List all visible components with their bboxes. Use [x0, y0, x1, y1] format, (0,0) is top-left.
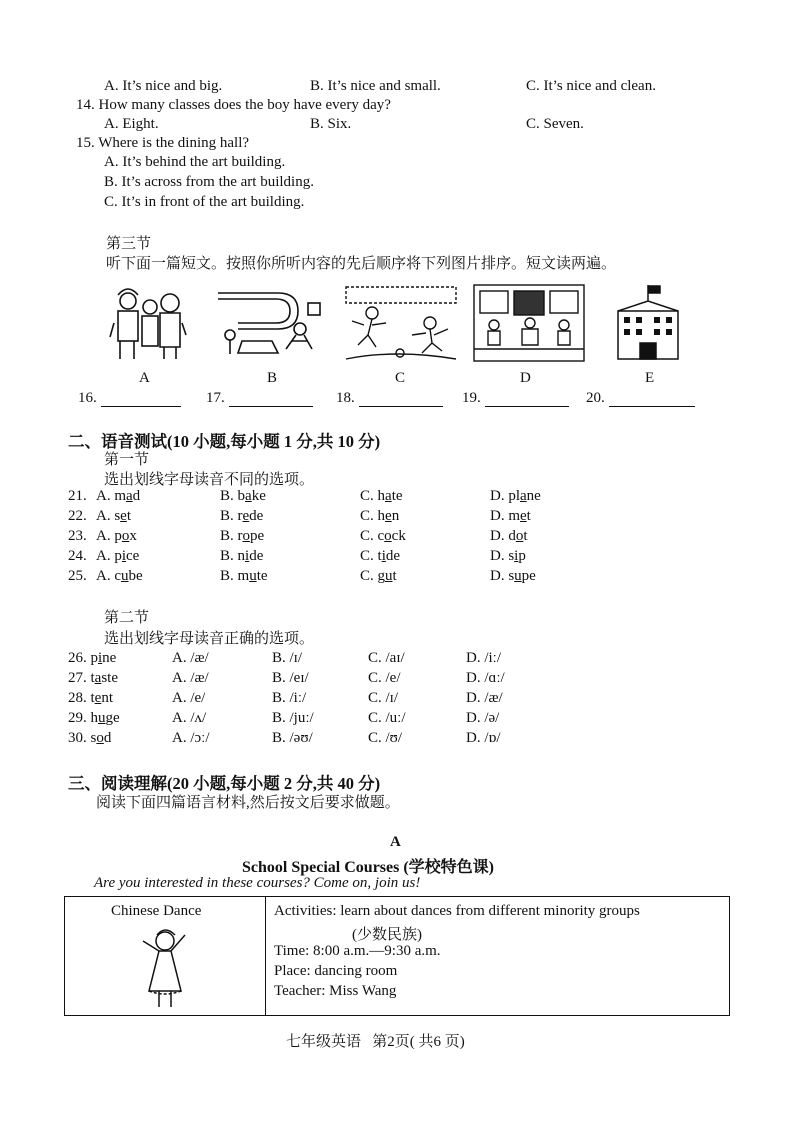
page-footer: 七年级英语 第2页( 共6 页) — [286, 1034, 465, 1050]
phonetics-option: C. cock — [360, 528, 406, 544]
q14-option-c: C. Seven. — [526, 116, 584, 132]
part3-heading: 第三节 — [106, 236, 152, 252]
q15-question: 15. Where is the dining hall? — [76, 135, 250, 151]
passage-title: School Special Courses (学校特色课) — [242, 859, 495, 876]
picture-c-soccer — [342, 283, 460, 363]
picture-label-c: C — [395, 370, 406, 386]
phonetics-option: A. cube — [96, 568, 143, 584]
phonetics-option: B. rede — [220, 508, 264, 524]
course-activities: Activities: learn about dances from different minority groups — [274, 903, 640, 919]
answer-blank[interactable] — [229, 392, 313, 407]
answer-17 — [206, 390, 313, 407]
ipa-option: D. /ə/ — [466, 710, 500, 726]
part3-instruction: 听下面一篇短文。按照你所听内容的先后顺序将下列图片排序。短文读两遍。 — [106, 256, 617, 272]
q14-option-a: A. Eight. — [104, 116, 159, 132]
course-teacher: Teacher: Miss Wang — [274, 983, 397, 999]
answer-19 — [462, 390, 569, 407]
table-row — [65, 897, 730, 1016]
phonetics-q-number: 23. — [68, 528, 87, 544]
ipa-option: B. /əʊ/ — [272, 730, 313, 746]
ipa-option: B. /juː/ — [272, 710, 314, 726]
picture-b-track — [212, 283, 324, 363]
phonetics-word: 30. sod — [68, 730, 112, 746]
answer-20 — [586, 390, 695, 407]
section2-part2-heading: 第二节 — [104, 610, 150, 626]
picture-d-classroom — [472, 283, 586, 363]
section3-instruction: 阅读下面四篇语言材料,然后按文后要求做题。 — [96, 795, 400, 811]
ipa-option: D. /æ/ — [466, 690, 503, 706]
picture-label-a: A — [139, 370, 150, 386]
picture-label-e: E — [645, 370, 655, 386]
ipa-option: B. /iː/ — [272, 690, 307, 706]
phonetics-q-number: 25. — [68, 568, 87, 584]
answer-16 — [78, 390, 181, 407]
phonetics-option: A. pox — [96, 528, 137, 544]
answer-blank[interactable] — [359, 392, 443, 407]
phonetics-option: A. mad — [96, 488, 141, 504]
q15-option-a: A. It’s behind the art building. — [104, 154, 286, 170]
ipa-option: C. /aɪ/ — [368, 650, 405, 666]
phonetics-option: B. rope — [220, 528, 265, 544]
picture-label-b: B — [267, 370, 278, 386]
answer-number: 20. — [586, 390, 605, 406]
q15-option-c: C. It’s in front of the art building. — [104, 194, 305, 210]
course-activities-note: (少数民族) — [352, 927, 422, 943]
course-name-cell — [65, 897, 266, 1016]
phonetics-option: A. set — [96, 508, 132, 524]
phonetics-option: B. nide — [220, 548, 264, 564]
course-info-cell — [266, 897, 730, 1016]
phonetics-q-number: 24. — [68, 548, 87, 564]
ipa-option: B. /ɪ/ — [272, 650, 303, 666]
answer-number: 18. — [336, 390, 355, 406]
section2-part2-instruction: 选出划线字母读音正确的选项。 — [104, 631, 315, 647]
ipa-option: B. /eɪ/ — [272, 670, 309, 686]
picture-label-d: D — [520, 370, 531, 386]
answer-number: 16. — [78, 390, 97, 406]
courses-table — [64, 896, 730, 1016]
phonetics-q-number: 22. — [68, 508, 87, 524]
ipa-option: A. /ʌ/ — [172, 710, 207, 726]
passage-letter: A — [390, 834, 401, 850]
ipa-option: D. /ɒ/ — [466, 730, 501, 746]
phonetics-option: D. plane — [490, 488, 541, 504]
section2-part1-heading: 第一节 — [104, 452, 150, 468]
phonetics-option: D. supe — [490, 568, 536, 584]
section2-part1-instruction: 选出划线字母读音不同的选项。 — [104, 472, 315, 488]
q15-option-b: B. It’s across from the art building. — [104, 174, 314, 190]
q13-option-a: A. It’s nice and big. — [104, 78, 223, 94]
picture-e-building — [606, 283, 690, 363]
ipa-option: A. /æ/ — [172, 670, 209, 686]
phonetics-option: B. mute — [220, 568, 268, 584]
phonetics-q-number: 21. — [68, 488, 87, 504]
ipa-option: A. /e/ — [172, 690, 206, 706]
ipa-option: A. /æ/ — [172, 650, 209, 666]
phonetics-word: 27. taste — [68, 670, 119, 686]
ipa-option: D. /iː/ — [466, 650, 502, 666]
phonetics-option: A. pice — [96, 548, 140, 564]
answer-blank[interactable] — [101, 392, 181, 407]
course-name: Chinese Dance — [111, 903, 202, 919]
course-place: Place: dancing room — [274, 963, 398, 979]
q14-option-b: B. Six. — [310, 116, 352, 132]
answer-number: 19. — [462, 390, 481, 406]
section3-title: 三、阅读理解(20 小题,每小题 2 分,共 40 分) — [68, 774, 381, 793]
ipa-option: C. /ɪ/ — [368, 690, 399, 706]
phonetics-option: C. gut — [360, 568, 397, 584]
dancer-image — [131, 927, 201, 1011]
q13-option-b: B. It’s nice and small. — [310, 78, 441, 94]
phonetics-word: 26. pine — [68, 650, 117, 666]
answer-blank[interactable] — [485, 392, 569, 407]
phonetics-option: B. bake — [220, 488, 266, 504]
ipa-option: A. /ɔː/ — [172, 730, 210, 746]
phonetics-word: 28. tent — [68, 690, 114, 706]
phonetics-option: C. hate — [360, 488, 403, 504]
passage-intro: Are you interested in these courses? Come on, join us! — [94, 875, 421, 891]
ipa-option: C. /ʊ/ — [368, 730, 403, 746]
phonetics-option: D. sip — [490, 548, 526, 564]
ipa-option: C. /e/ — [368, 670, 401, 686]
q14-question: 14. How many classes does the boy have every day? — [76, 97, 391, 113]
phonetics-option: C. tide — [360, 548, 401, 564]
phonetics-option: C. hen — [360, 508, 400, 524]
section2-title: 二、语音测试(10 小题,每小题 1 分,共 10 分) — [68, 432, 381, 451]
phonetics-option: D. dot — [490, 528, 528, 544]
ipa-option: C. /uː/ — [368, 710, 406, 726]
ipa-option: D. /ɑː/ — [466, 670, 505, 686]
course-time: Time: 8:00 a.m.—9:30 a.m. — [274, 943, 441, 959]
phonetics-word: 29. huge — [68, 710, 120, 726]
answer-number: 17. — [206, 390, 225, 406]
answer-18 — [336, 390, 443, 407]
picture-a-people — [108, 283, 188, 363]
answer-blank[interactable] — [609, 392, 695, 407]
q13-option-c: C. It’s nice and clean. — [526, 78, 656, 94]
phonetics-option: D. met — [490, 508, 531, 524]
